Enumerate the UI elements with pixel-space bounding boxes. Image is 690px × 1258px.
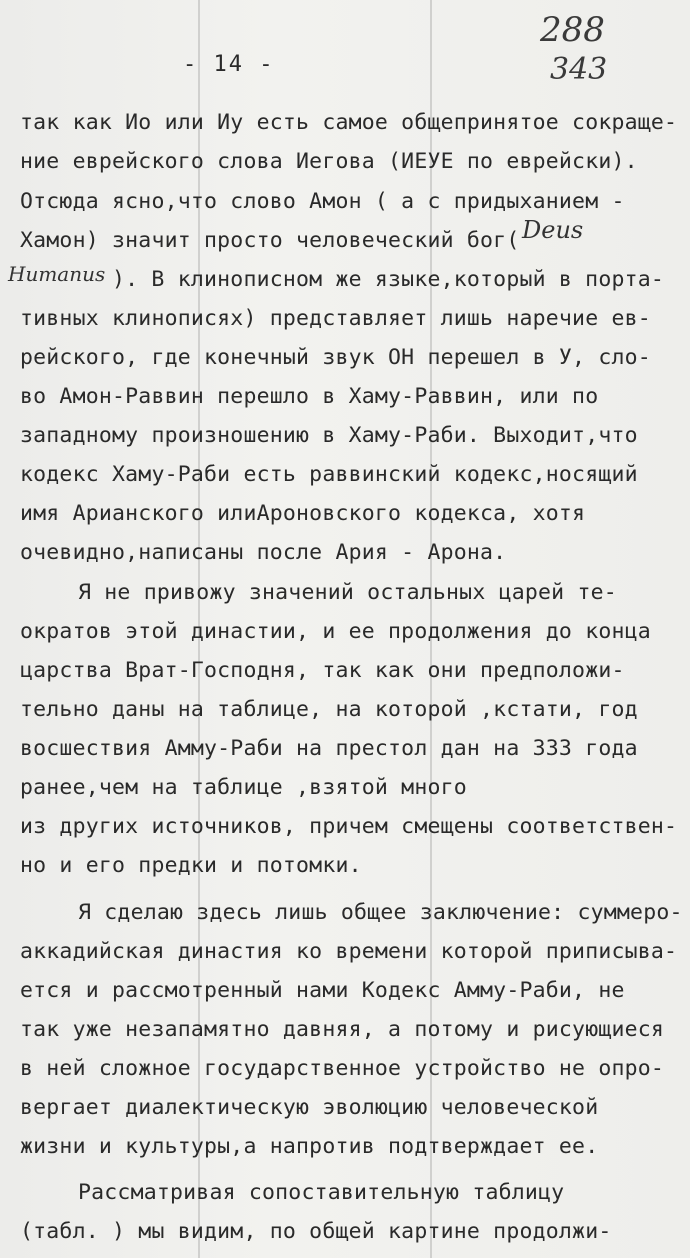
text-line: Отсюда ясно,что слово Амон ( а с придыханием - — [20, 189, 625, 214]
text-line: в ней сложное государственное устройство не опро- — [20, 1056, 665, 1081]
text-line: (табл. ) мы видим, по общей картине продолжи- — [20, 1219, 612, 1244]
text-line: ние еврейского слова Иегова (ИЕУЕ по еврейски). — [20, 149, 638, 174]
text-line: тельно даны на таблице, на которой ,кстати, год — [20, 697, 638, 722]
text-line: ется и рассмотренный нами Кодекс Амму-Раби, не — [20, 978, 625, 1003]
text-line: так уже незапамятно давняя, а потому и рисующиеся — [20, 1017, 665, 1042]
text-line: вергает диалектическую эволюцию человеческой — [20, 1095, 599, 1120]
text-line: Рассматривая сопоставительную таблицу — [78, 1180, 565, 1205]
text-line: Я не привожу значений остальных царей те- — [78, 580, 617, 605]
text-line: имя Арианского илиАроновского кодекса, хотя — [20, 501, 586, 526]
text-line: Я сделаю здесь лишь общее заключение: суммеро- — [78, 900, 683, 925]
archive-number-top: 288 — [540, 10, 605, 50]
handwritten-note: Humanus — [8, 262, 106, 286]
text-line: ократов этой династии, и ее продолжения до конца — [20, 619, 651, 644]
text-line: кодекс Хаму-Раби есть раввинский кодекс,носящий — [20, 462, 638, 487]
text-line: аккадийская династия ко времени которой приписыва- — [20, 939, 678, 964]
archive-number — [540, 10, 608, 87]
text-line: Хамон) значит просто человеческий бог( — [20, 228, 520, 253]
text-line: западному произношению в Хаму-Раби. Выходит,что — [20, 423, 638, 448]
text-line: но и его предки и потомки. — [20, 853, 362, 878]
text-line: во Амон-Раввин перешло в Хаму-Раввин, или по — [20, 384, 599, 409]
text-line: тивных клинописях) представляет лишь наречие ев- — [20, 306, 651, 331]
page-number: - 14 - — [183, 52, 275, 77]
text-line: рейского, где конечный звук ОН перешел в У, сло- — [20, 345, 651, 370]
handwritten-note: Deus — [522, 216, 584, 244]
text-line: восшествия Амму-Раби на престол дан на 333 года — [20, 736, 638, 761]
text-line: ранее,чем на таблице ,взятой много — [20, 775, 467, 800]
text-line: ). В клинописном же языке,который в порта- — [112, 267, 665, 292]
archive-number-bottom: 343 — [550, 52, 608, 87]
text-line: очевидно,написаны после Ария - Арона. — [20, 540, 507, 565]
text-line: так как Ио или Иу есть самое общепринятое сокраще- — [20, 110, 678, 135]
text-line: царства Врат-Господня, так как они предположи- — [20, 658, 625, 683]
text-line: из других источников, причем смещены соответствен- — [20, 814, 678, 839]
text-line: жизни и культуры,а напротив подтверждает ее. — [20, 1134, 599, 1159]
